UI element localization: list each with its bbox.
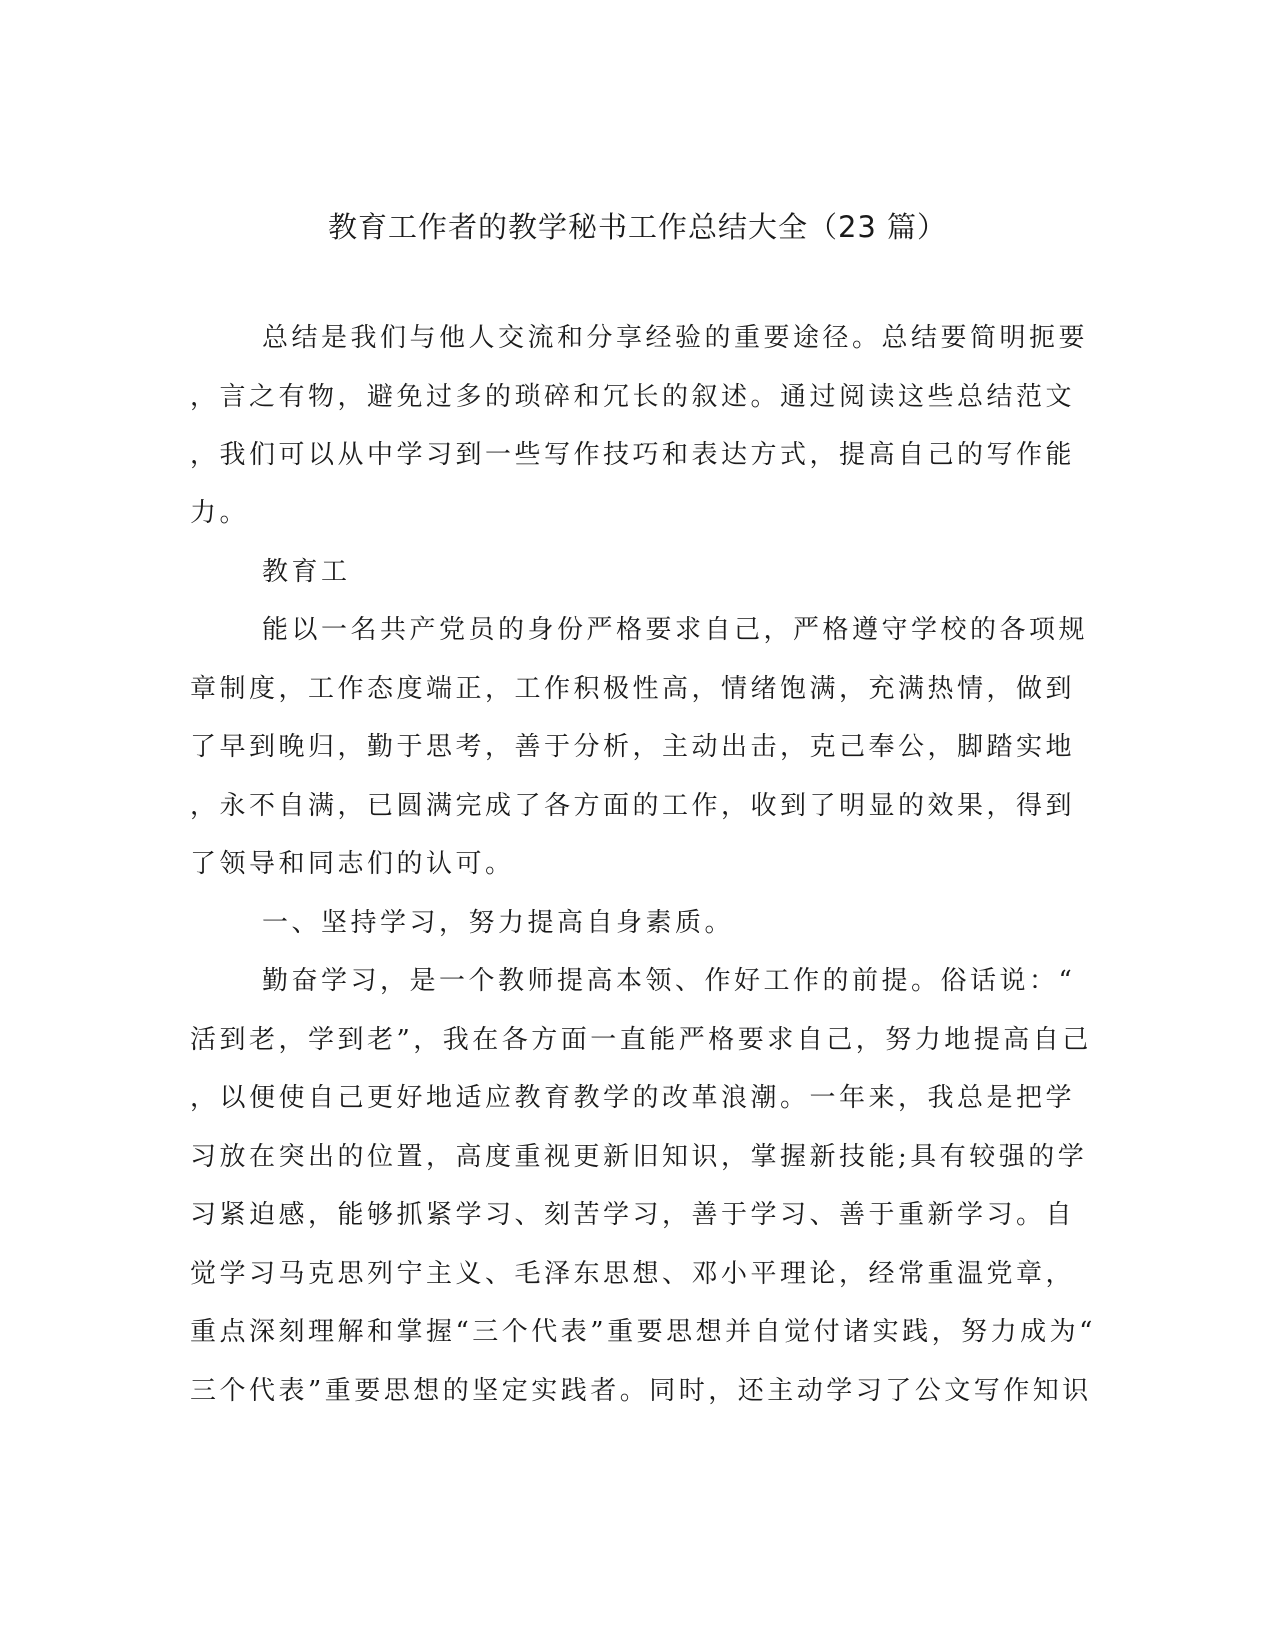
paragraph-line: ，言之有物，避免过多的琐碎和冗长的叙述。通过阅读这些总结范文 [190,382,1076,412]
paragraph-line: 重点深刻理解和掌握“三个代表”重要思想并自觉付诸实践，努力成为“ [190,1317,1096,1347]
paragraph-line: 教育工 [262,557,351,587]
paragraph-line: 了领导和同志们的认可。 [190,849,515,879]
paragraph-line: 勤奋学习，是一个教师提高本领、作好工作的前提。俗话说：“ [262,966,1076,996]
paragraph-line: 习紧迫感，能够抓紧学习、刻苦学习，善于学习、善于重新学习。自 [190,1200,1076,1230]
paragraph-line: ，我们可以从中学习到一些写作技巧和表达方式，提高自己的写作能 [190,440,1076,470]
paragraph-line: 力。 [190,498,250,528]
paragraph-line: 能以一名共产党员的身份严格要求自己，严格遵守学校的各项规 [262,615,1089,645]
paragraph-line: 活到老，学到老”，我在各方面一直能严格要求自己，努力地提高自己 [190,1025,1092,1055]
paragraph-line: 章制度，工作态度端正，工作积极性高，情绪饱满，充满热情，做到 [190,674,1076,704]
paragraph-line: 总结是我们与他人交流和分享经验的重要途径。总结要简明扼要 [262,323,1089,353]
paragraph-line: 觉学习马克思列宁主义、毛泽东思想、邓小平理论，经常重温党章， [190,1259,1076,1289]
paragraph-line: 三个代表”重要思想的坚定实践者。同时，还主动学习了公文写作知识 [190,1376,1092,1406]
section-heading: 一、坚持学习，努力提高自身素质。 [262,908,735,938]
paragraph-line: ，以便使自己更好地适应教育教学的改革浪潮。一年来，我总是把学 [190,1083,1076,1113]
paragraph-line: ，永不自满，已圆满完成了各方面的工作，收到了明显的效果，得到 [190,791,1076,821]
paragraph-line: 习放在突出的位置，高度重视更新旧知识，掌握新技能;具有较强的学 [190,1142,1088,1172]
paragraph-line: 了早到晚归，勤于思考，善于分析，主动出击，克己奉公，脚踏实地 [190,732,1076,762]
document-title: 教育工作者的教学秘书工作总结大全（23 篇） [327,210,948,244]
